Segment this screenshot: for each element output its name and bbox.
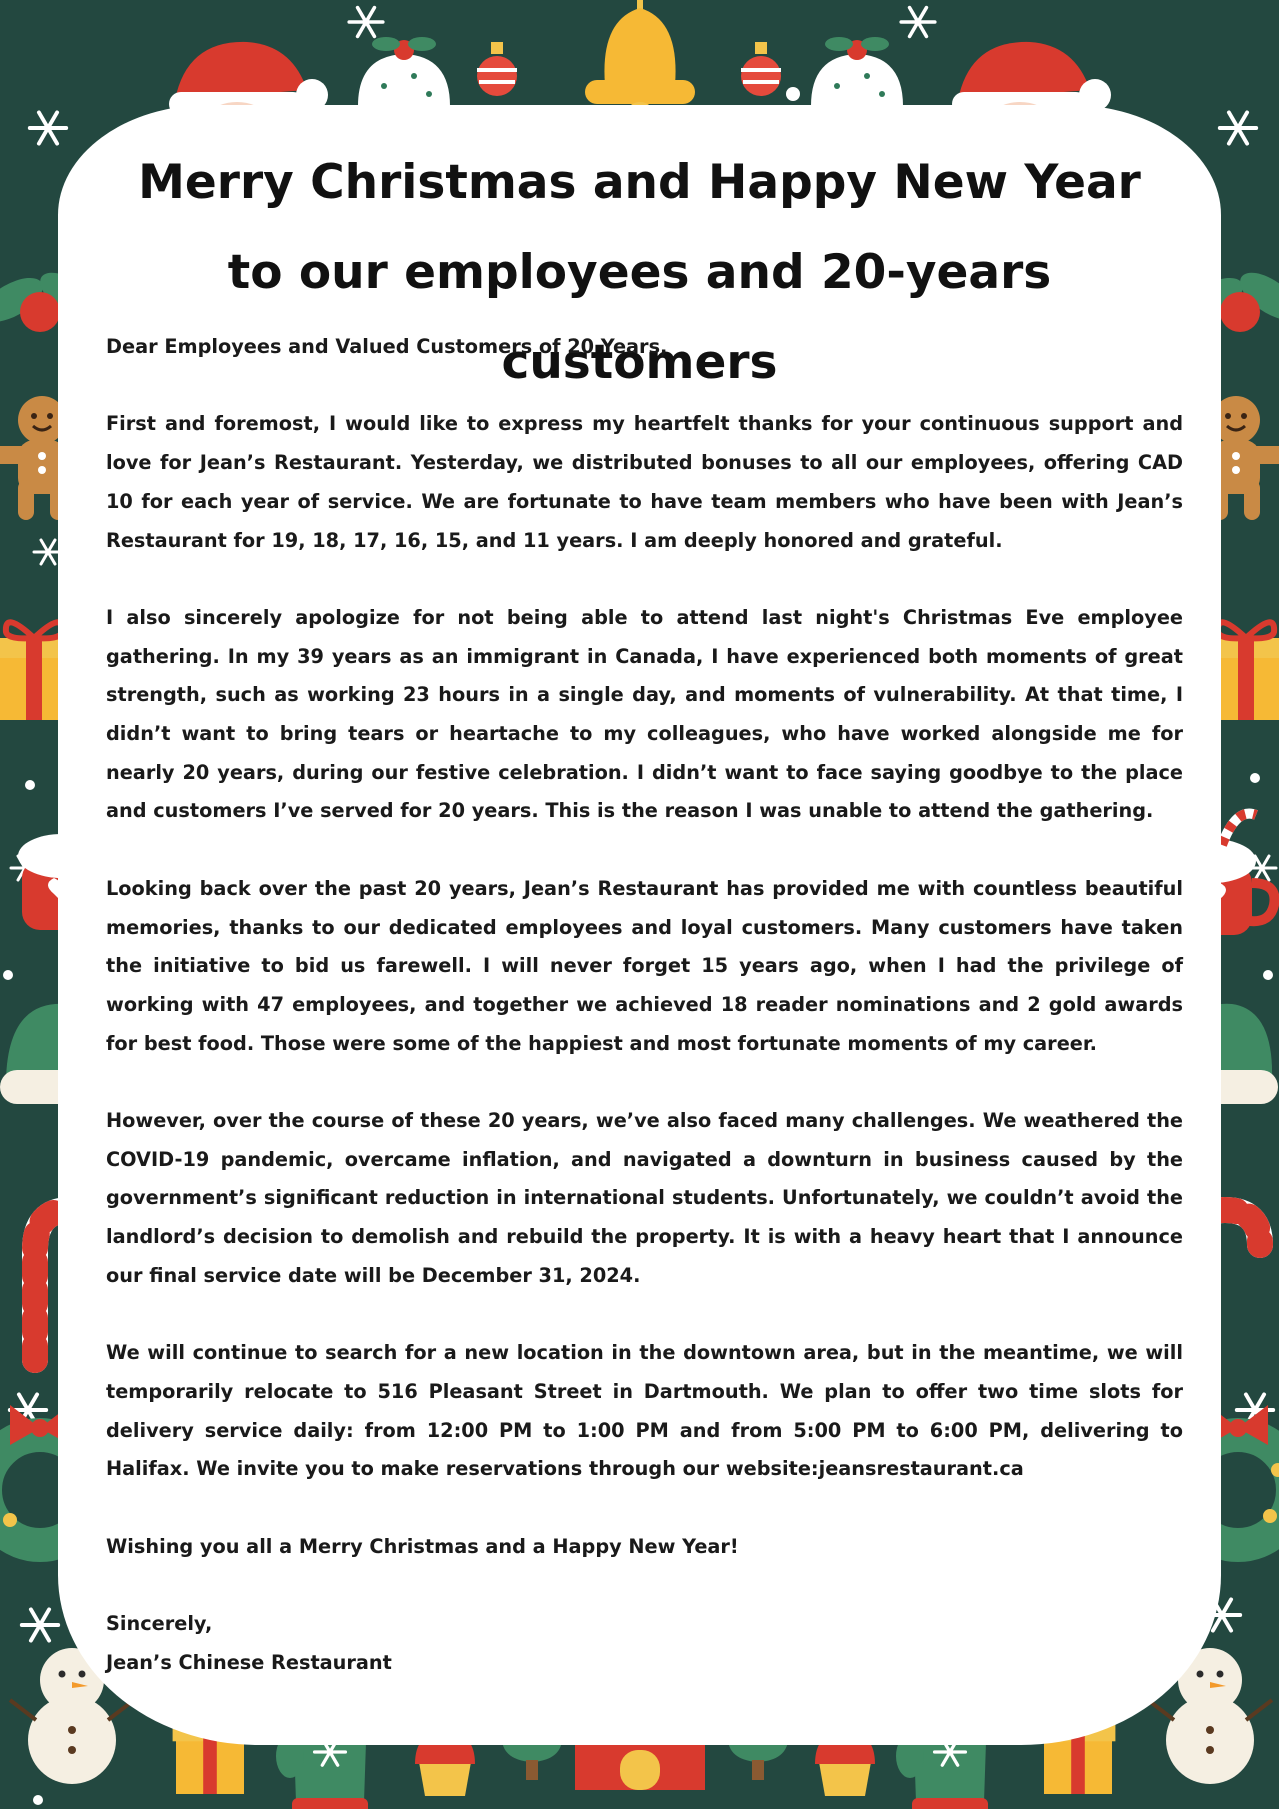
title-line-1: Merry Christmas and Happy New Year to	[138, 155, 1141, 300]
letter-salutation: Dear Employees and Valued Customers of 20 Years,	[106, 335, 668, 358]
letter-signature: Jean’s Chinese Restaurant	[106, 1650, 392, 1674]
letter-signoff: Sincerely,	[106, 1612, 213, 1636]
letter-paragraph-2: I also sincerely apologize for not being able to attend last night's Christmas Eve employee gathering. In my 39 years as an immigrant in Canada, I have experienced both moments of great strength, such as working 23 hours in a single day, and moments of vulnerability. At that time, I didn’t want to bring tears or heartache to my colleagues, who have worked alongside me for nearly 20 years, during our festive celebration. I didn’t want to face saying goodbye to the place and customers I’ve served for 20 years. This is the reason I was unable to attend the gathering.	[106, 605, 1183, 823]
title-line-2: our employees and 20-years customers	[298, 245, 1052, 390]
letter-paragraph-5: We will continue to search for a new location in the downtown area, but in the meantime, we will temporarily relocate to 516 Pleasant Street in Dartmouth. We plan to offer two time slots for delivery service daily: from 12:00 PM to 1:00 PM and from 5:00 PM to 6:00 PM, delivering to Halifax. We invite you to make reservations through our website:jeansrestaurant.ca	[106, 1341, 1183, 1481]
letter-paragraph-1: First and foremost, I would like to express my heartfelt thanks for your continuous support and love for Jean’s Restaurant. Yesterday, we distributed bonuses to all our employees, offering CAD 10 for each year of service. We are fortunate to have team members who have been with Jean’s Restaurant for 19, 18, 17, 16, 15, and 11 years. I am deeply honored and grateful.	[106, 412, 1183, 552]
letter-closing-wish: Wishing you all a Merry Christmas and a Happy New Year!	[106, 1534, 739, 1558]
letter-body	[106, 328, 1183, 1683]
letter-paragraph-3: Looking back over the past 20 years, Jean’s Restaurant has provided me with countless beautiful memories, thanks to our dedicated employees and loyal customers. Many customers have taken the initiative to bid us farewell. I will never forget 15 years ago, when I had the privilege of working with 47 employees, and together we achieved 18 reader nominations and 2 gold awards for best food. Those were some of the happiest and most fortunate moments of my career.	[106, 876, 1183, 1055]
letter-paragraph-4: However, over the course of these 20 years, we’ve also faced many challenges. We weathered the COVID-19 pandemic, overcame inflation, and navigated a downturn in business caused by the government’s significant reduction in international students. Unfortunately, we couldn’t avoid the landlord’s decision to demolish and rebuild the property. It is with a heavy heart that I announce our final service date will be December 31, 2024.	[106, 1109, 1183, 1287]
